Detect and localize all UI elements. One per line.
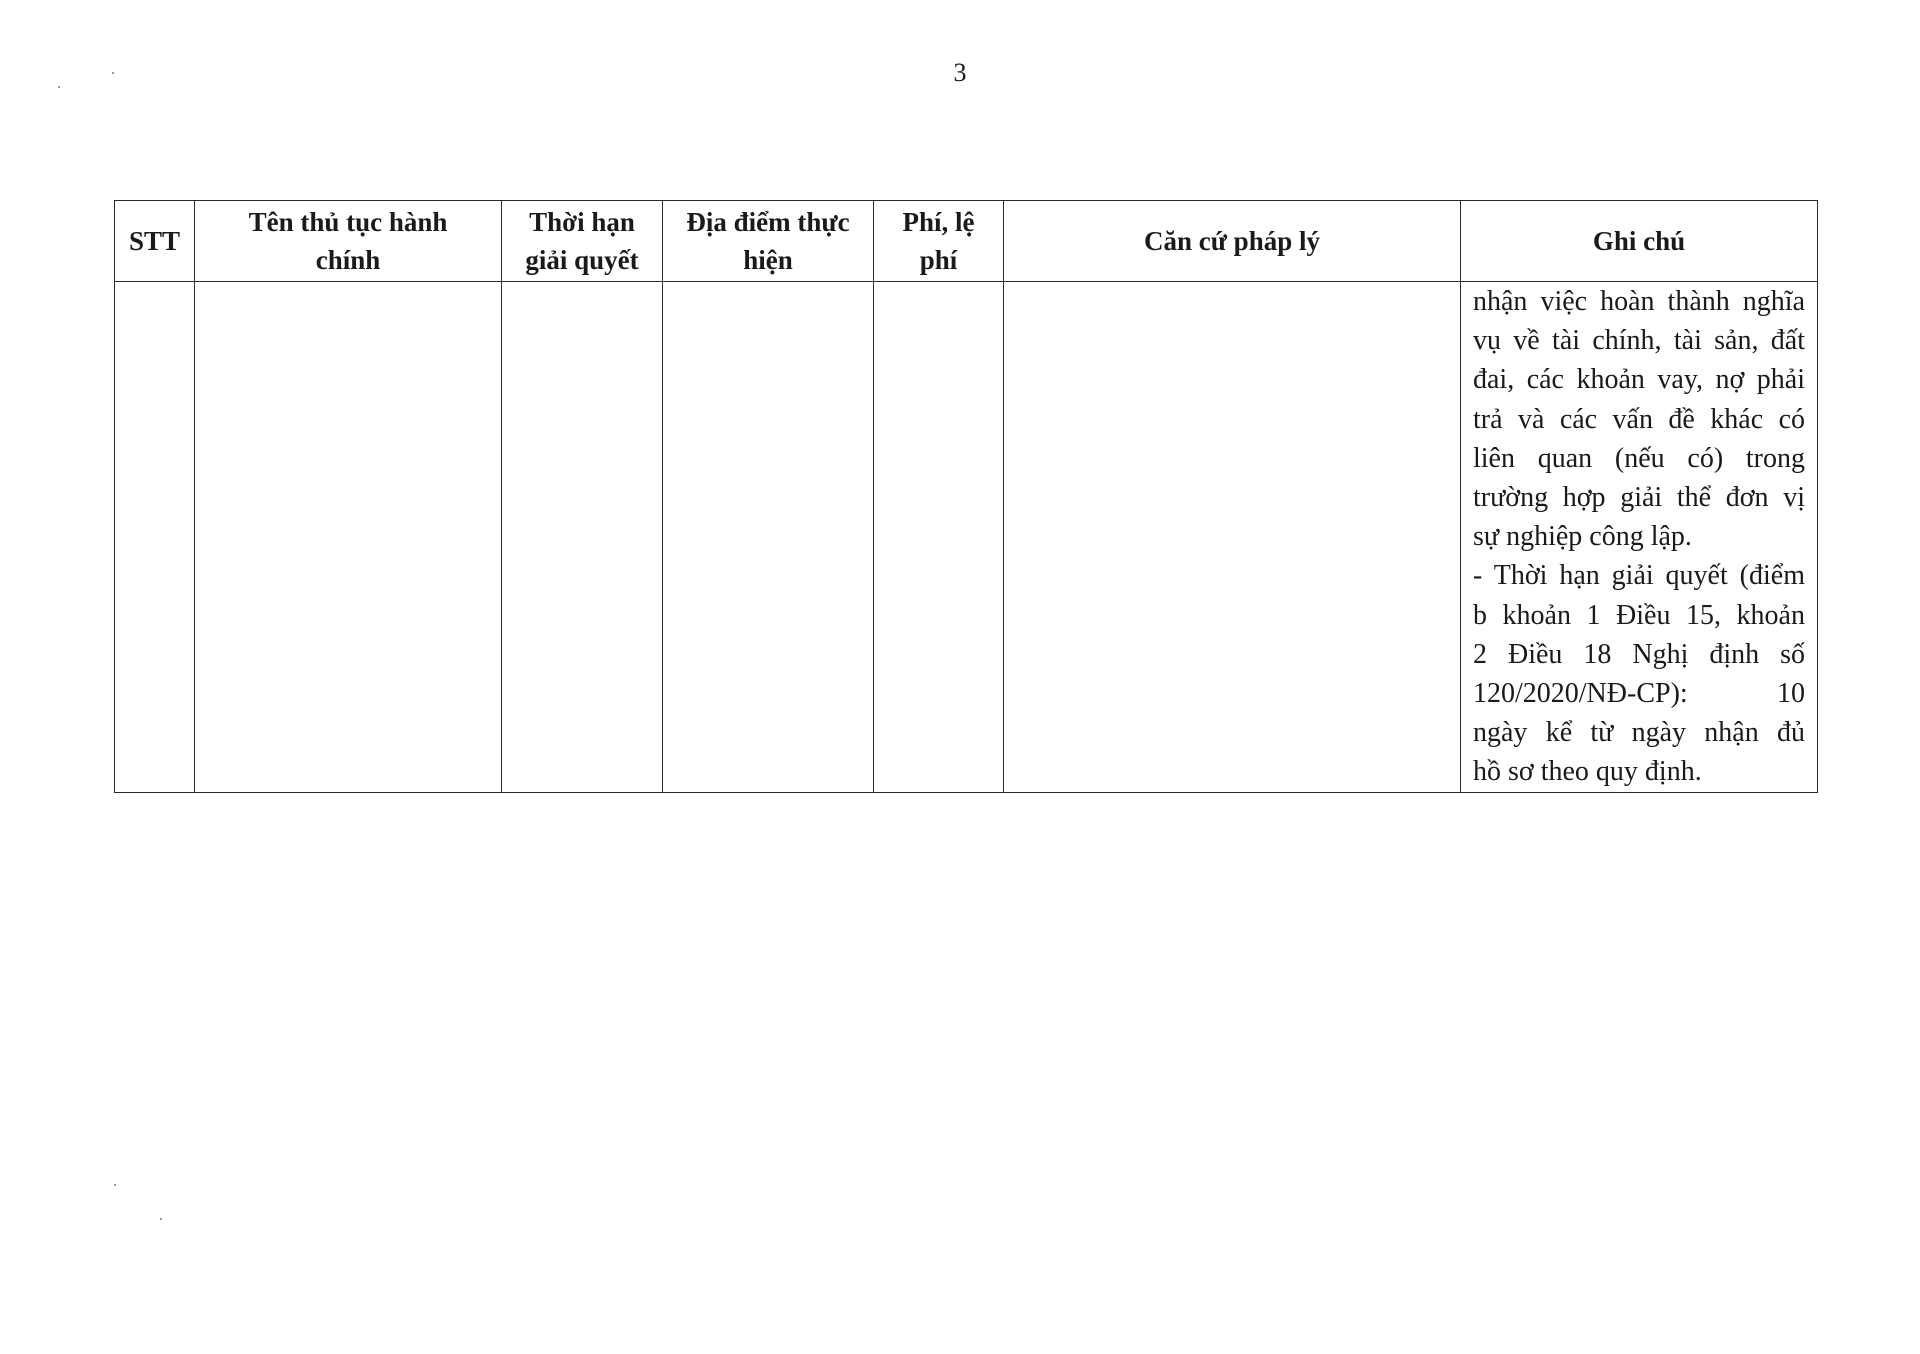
- notes-line: nhận việc hoàn thành nghĩa: [1473, 286, 1805, 317]
- procedure-table: [114, 200, 1818, 793]
- notes-text: [1473, 282, 1805, 792]
- scan-speck: [160, 1218, 162, 1220]
- table-header-row: [115, 201, 1818, 282]
- page-number: 3: [953, 58, 967, 87]
- notes-line: trường hợp giải thể đơn vị: [1473, 482, 1805, 514]
- notes-line: trả và các vấn đề khác có: [1473, 403, 1805, 435]
- cell-fees: [874, 282, 1004, 793]
- header-stt: STT: [115, 201, 195, 282]
- notes-line: hồ sơ theo quy định.: [1473, 756, 1702, 788]
- cell-stt: [115, 282, 195, 793]
- scan-speck: [58, 86, 60, 88]
- notes-line: b khoản 1 Điều 15, khoản: [1473, 599, 1805, 631]
- table-row: [115, 282, 1818, 793]
- cell-procedure-name: [195, 282, 502, 793]
- notes-line: sự nghiệp công lập.: [1473, 521, 1692, 553]
- header-fees: Phí, lệ phí: [874, 201, 1004, 282]
- scan-speck: [112, 72, 114, 74]
- cell-location: [663, 282, 874, 793]
- notes-line: ngày kể từ ngày nhận đủ: [1473, 717, 1805, 749]
- cell-legal-basis: [1004, 282, 1461, 793]
- notes-line: liên quan (nếu có) trong: [1473, 442, 1805, 474]
- header-location: Địa điểm thực hiện: [663, 201, 874, 282]
- header-procedure-name: Tên thủ tục hành chính: [195, 201, 502, 282]
- header-processing-time: Thời hạn giải quyết: [502, 201, 663, 282]
- notes-line: - Thời hạn giải quyết (điểm: [1473, 560, 1805, 592]
- scan-speck: [114, 1184, 116, 1186]
- notes-line: 120/2020/NĐ-CP): 10: [1473, 678, 1805, 710]
- notes-line: vụ về tài chính, tài sản, đất: [1473, 325, 1805, 357]
- notes-line: đai, các khoản vay, nợ phải: [1473, 364, 1805, 396]
- cell-processing-time: [502, 282, 663, 793]
- header-legal-basis: Căn cứ pháp lý: [1004, 201, 1461, 282]
- header-notes: Ghi chú: [1461, 201, 1818, 282]
- notes-line: 2 Điều 18 Nghị định số: [1473, 638, 1805, 670]
- cell-notes: [1461, 282, 1818, 793]
